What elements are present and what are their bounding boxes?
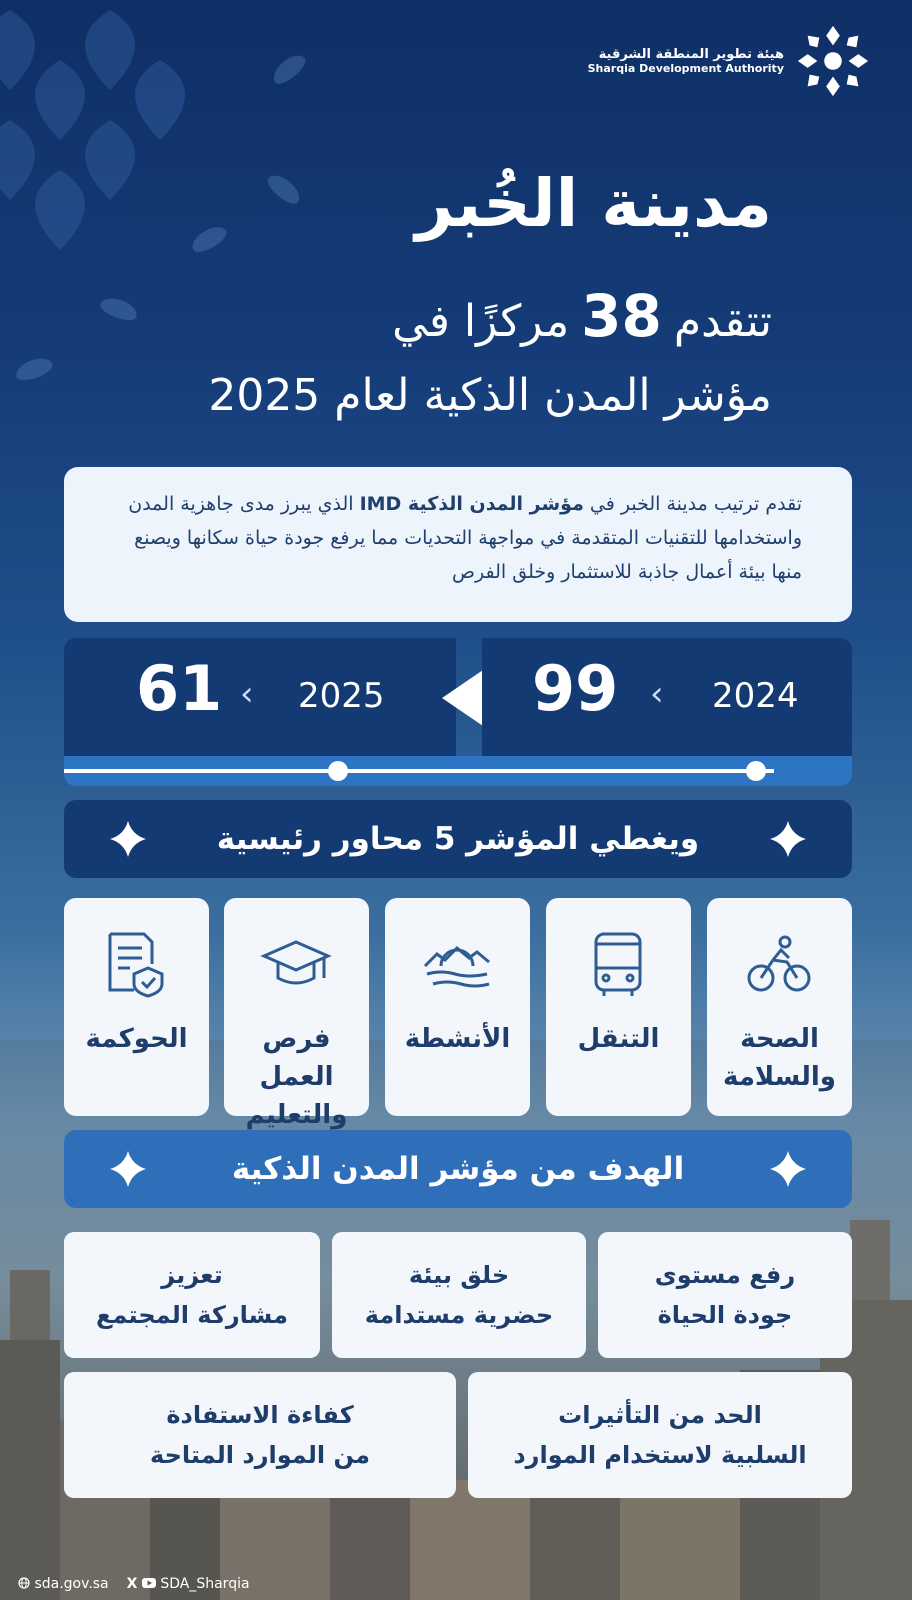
logo <box>588 22 872 100</box>
rank-previous-number: 99 <box>532 652 619 725</box>
youtube-icon <box>142 1578 156 1588</box>
axis-card-transport <box>546 898 691 1116</box>
axis-card-activities <box>385 898 530 1116</box>
axis-card-jobs-education <box>224 898 369 1130</box>
goal-line: رفع مستوى <box>654 1261 796 1289</box>
goal-line: حضرية مستدامة <box>364 1301 554 1329</box>
rank-current-year: 2025 <box>298 676 385 716</box>
sda-logo-icon <box>794 22 872 100</box>
headline-progress-after: مركزًا في <box>392 296 570 347</box>
ranking-previous <box>482 638 852 756</box>
goal-card <box>64 1232 320 1358</box>
website-link[interactable] <box>18 1576 109 1592</box>
goal-card <box>64 1372 456 1498</box>
goal-line: الحد من التأثيرات <box>558 1401 762 1429</box>
goals-title: الهدف من مؤشر المدن الذكية <box>231 1151 685 1187</box>
goal-line: مشاركة المجتمع <box>96 1301 288 1329</box>
goal-card <box>332 1232 586 1358</box>
cyclist-icon <box>743 928 815 1000</box>
document-shield-icon <box>100 928 172 1000</box>
intro-before: تقدم ترتيب مدينة الخبر في <box>589 493 802 515</box>
star-ornament-icon <box>108 1149 148 1189</box>
axes-title-bar <box>64 800 852 878</box>
logo-english: Sharqia Development Authority <box>587 62 784 75</box>
social-link[interactable] <box>127 1576 250 1592</box>
progress-line <box>64 769 774 773</box>
axis-card-governance <box>64 898 209 1116</box>
goal-line: تعزيز <box>161 1261 223 1289</box>
axis-label: الصحة والسلامة <box>723 1024 836 1092</box>
intro-after: الذي يبرز مدى جاهزية المدن واستخدامها للتقنيات المتقدمة في مواجهة التحديات مما يرفع جودة حياة سكانها ويصنع منها بيئة أعمال جاذبة للاستثمار وخلق الفرص <box>128 493 802 583</box>
axis-label: فرص العمل والتعليم <box>245 1024 348 1130</box>
axis-card-health <box>707 898 852 1116</box>
headline-city: مدينة الخُبر <box>415 165 772 242</box>
website-text: sda.gov.sa <box>34 1576 109 1592</box>
axis-label: الأنشطة <box>404 1024 511 1054</box>
goal-card <box>468 1372 852 1498</box>
graduation-cap-icon <box>260 928 332 1000</box>
progress-dot-previous <box>746 761 766 781</box>
rank-current-number: 61 <box>136 652 223 725</box>
globe-icon <box>18 1577 30 1589</box>
bus-icon <box>582 928 654 1000</box>
goal-line: من الموارد المتاحة <box>150 1441 370 1469</box>
star-ornament-icon <box>768 1149 808 1189</box>
rank-previous-year: 2024 <box>712 676 799 716</box>
leaf-decoration <box>264 170 305 208</box>
headline-progress <box>392 282 772 350</box>
goals-title-bar <box>64 1130 852 1208</box>
axis-label: الحوكمة <box>85 1024 188 1054</box>
logo-arabic: هيئة تطوير المنطقة الشرقية <box>598 47 784 62</box>
intro-paragraph <box>64 467 852 622</box>
axes-title: ويغطي المؤشر 5 محاور رئيسية <box>216 821 700 857</box>
headline-progress-before: تتقدم <box>673 296 772 347</box>
chevron-left-icon: ‹ <box>240 674 254 714</box>
headline-rank-jump: 38 <box>581 282 662 350</box>
x-icon: X <box>126 1576 138 1592</box>
goal-card <box>598 1232 852 1358</box>
axis-label: التنقل <box>577 1024 660 1054</box>
headline-index: مؤشر المدن الذكية لعام 2025 <box>208 370 772 421</box>
star-ornament-icon <box>108 819 148 859</box>
progress-dot-current <box>328 761 348 781</box>
ranking-panel <box>64 638 852 786</box>
goal-line: السلبية لاستخدام الموارد <box>513 1441 807 1469</box>
goal-line: خلق بيئة <box>408 1261 510 1289</box>
landscape-icon <box>421 928 493 1000</box>
chevron-left-icon: ‹ <box>650 674 664 714</box>
goal-line: كفاءة الاستفادة <box>166 1401 354 1429</box>
logo-text <box>588 47 784 75</box>
footer <box>18 1576 250 1592</box>
goal-line: جودة الحياة <box>657 1301 793 1329</box>
ranking-current <box>64 638 456 756</box>
background-pattern <box>0 0 230 470</box>
leaf-decoration <box>269 50 310 88</box>
progress-arrow-icon <box>442 668 486 728</box>
social-handle: SDA_Sharqia <box>160 1576 250 1592</box>
star-ornament-icon <box>768 819 808 859</box>
intro-bold: مؤشر المدن الذكية IMD <box>359 493 584 515</box>
